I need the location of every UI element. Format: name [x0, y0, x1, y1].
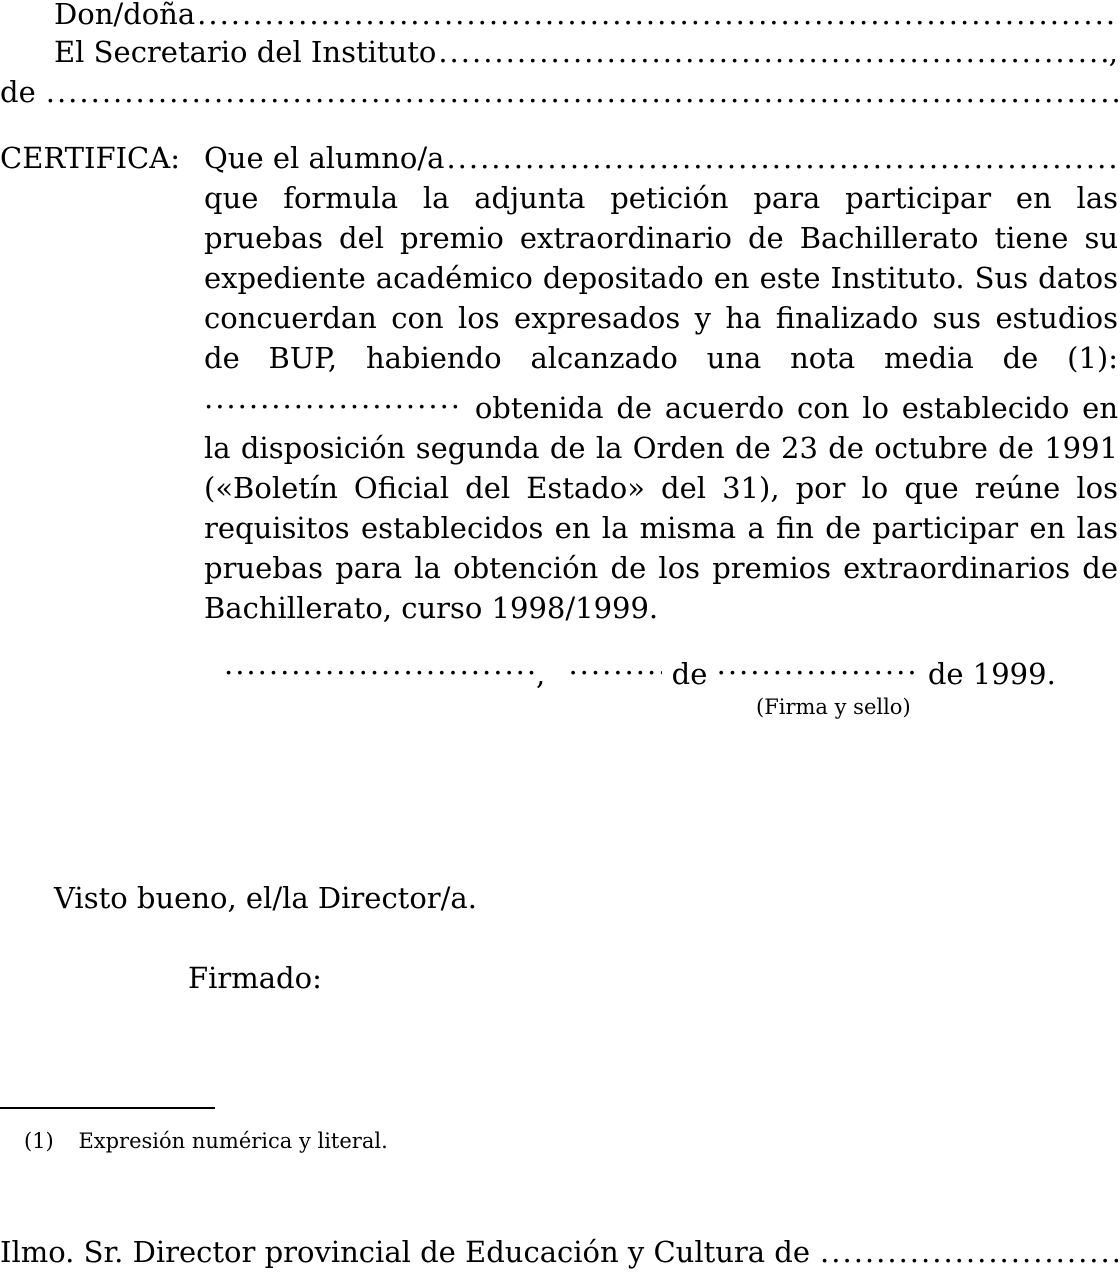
certifica-text-part1: que formula la adjunta petición para participar en las pruebas del premio extraordinario de Bachillerato tiene su expediente académico depositado en este Instituto. Sus datos concuerdan con los expresados y ha finalizado sus estudios de BUP, habiendo alcanzado una nota media de (1):	[204, 181, 1118, 375]
don-dona-label: Don/doña	[54, 0, 196, 31]
instituto-fill-field[interactable]	[438, 32, 1108, 72]
date-month-fill-field[interactable]	[717, 644, 919, 684]
addressee-text: Ilmo. Sr. Director provincial de Educación y Cultura de	[0, 1235, 811, 1269]
footnote	[24, 1128, 388, 1154]
footnote-number: (1)	[24, 1129, 54, 1153]
addressee-line	[0, 1232, 1118, 1272]
alumno-label: Que el alumno/a	[204, 141, 445, 175]
alumno-fill-field[interactable]	[446, 138, 1118, 178]
don-dona-line	[54, 0, 1118, 34]
alumno-line	[204, 138, 1118, 178]
de-label: de	[0, 75, 36, 109]
footnote-divider	[0, 1107, 215, 1109]
certifica-label: CERTIFICA:	[0, 141, 180, 175]
visto-bueno-text: Visto bueno, el/la Director/a.	[54, 881, 477, 915]
secretario-label: El Secretario del Instituto	[54, 35, 437, 69]
footnote-text: Expresión numérica y literal.	[78, 1129, 388, 1153]
certifica-paragraph	[204, 178, 1118, 628]
date-line	[224, 644, 1056, 694]
nota-media-fill-field[interactable]	[204, 378, 462, 418]
date-comma: ,	[536, 657, 546, 691]
addressee-province-fill-field[interactable]	[820, 1232, 1118, 1272]
firma-sello-caption: (Firma y sello)	[756, 695, 911, 719]
date-year-label: de 1999.	[927, 657, 1056, 691]
date-de-label: de	[671, 657, 708, 691]
don-dona-fill-field[interactable]	[197, 0, 1118, 34]
localidad-fill-field[interactable]	[46, 72, 1118, 112]
firmado-label: Firmado:	[188, 961, 322, 995]
date-day-fill-field[interactable]	[568, 644, 662, 684]
localidad-line	[0, 72, 1118, 112]
certifica-text-part2: obtenida de acuerdo con lo establecido en la disposición segunda de la Orden de 23 de octubre de 1991 («Boletín Oficial del Estado» del 31), por lo que reúne los requisitos establecidos en la misma a fin de participar en las pruebas para la obtención de los premios extraordinarios de Bachillerato, curso 1998/1999.	[204, 391, 1118, 625]
certifica-body	[204, 138, 1118, 628]
secretario-comma: ,	[1108, 35, 1118, 69]
secretario-line	[54, 32, 1118, 72]
date-place-fill-field[interactable]	[224, 644, 536, 684]
